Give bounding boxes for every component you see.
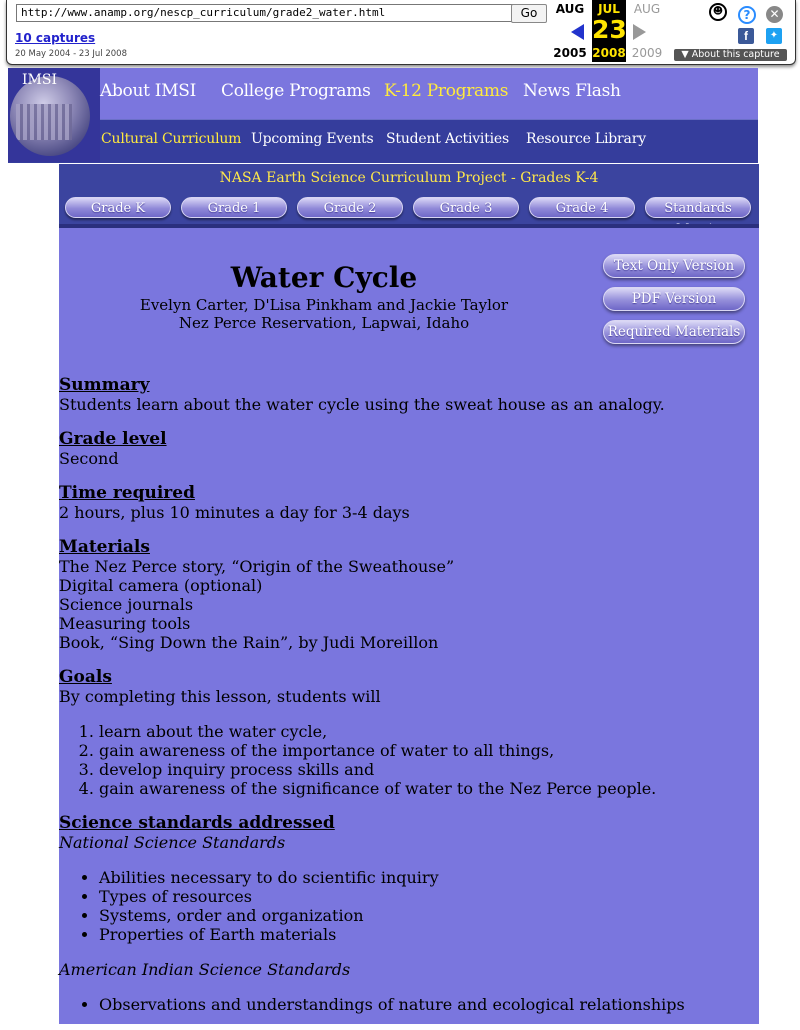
lesson-authors: Evelyn Carter, D'Lisa Pinkham and Jackie Taylor [139,296,509,314]
goal-item: 2. gain awareness of the importance of water to all things, [99,741,759,760]
logo-globe-image [10,76,90,156]
prev-capture-month[interactable] [551,0,589,60]
captures-link[interactable]: 10 captures [15,31,96,45]
goals-section [59,668,759,798]
subnav-resource-library[interactable]: Resource Library [526,131,646,147]
standards-section [59,814,759,1014]
about-capture-label: About this capture [691,49,780,60]
nav-college-programs[interactable]: College Programs [221,81,371,101]
text-only-version-button[interactable]: Text Only Version [603,254,745,278]
time-required-text: 2 hours, plus 10 minutes a day for 3-4 days [59,503,410,522]
lesson-body [59,376,759,1030]
nav-about-imsi[interactable]: About IMSI [100,81,197,101]
grade-4-button[interactable]: Grade 4 [529,197,635,218]
prev-capture-arrow-icon[interactable] [571,24,584,40]
standard-item: • Abilities necessary to do scientific inquiry [99,868,759,887]
prev-month-label: AUG [555,2,585,16]
standard-item: • Systems, order and organization [99,906,759,925]
material-item: The Nez Perce story, “Origin of the Sweathouse” [59,557,455,576]
material-item: Digital camera (optional) [59,576,263,595]
material-item: Measuring tools [59,614,191,633]
about-capture-button[interactable]: ▼ About this capture [674,49,787,61]
goal-item: 1. learn about the water cycle, [99,722,759,741]
current-year-label: 2008 [592,46,626,60]
banner-title: NASA Earth Science Curriculum Project - Grades K-4 [219,170,599,186]
american-indian-standards-list [59,995,759,1014]
current-month-label: JUL [598,2,620,16]
imsi-logo[interactable] [8,68,100,162]
wayback-toolbar [6,0,796,65]
grade-level-text: Second [59,449,119,468]
site-header [8,68,758,162]
goal-item: 4. gain awareness of the significance of water to the Nez Perce people. [99,779,759,798]
logo-columns-image [16,104,72,140]
nav-news-flash[interactable]: News Flash [523,81,621,101]
lesson-location: Nez Perce Reservation, Lapwai, Idaho [178,314,470,332]
go-button[interactable]: Go [511,4,547,23]
facebook-icon[interactable]: f [738,28,754,44]
current-capture-date [592,0,626,62]
materials-heading: Materials [59,537,150,557]
goal-item: 3. develop inquiry process skills and [99,760,759,779]
current-day-label: 23 [592,15,627,44]
wayback-url-input[interactable]: http://www.anamp.org/nescp_curriculum/grade2_water.html [16,4,516,22]
standard-item: • Observations and understandings of nature and ecological relationships [99,995,759,1014]
pdf-version-button[interactable]: PDF Version [603,287,745,311]
grade-1-button[interactable]: Grade 1 [181,197,287,218]
grade-level-heading: Grade level [59,429,167,449]
subnav-student-activities[interactable]: Student Activities [386,131,509,147]
lesson-content [59,228,759,1024]
page-title: Water Cycle [230,261,418,294]
goals-list [59,722,759,798]
time-required-section [59,484,759,522]
next-year-label: 2009 [631,46,663,60]
prev-year-label: 2005 [553,46,587,60]
twitter-icon[interactable]: ✦ [766,28,782,44]
standards-matrix-button[interactable]: Standards [645,197,751,218]
grade-banner [59,164,759,228]
subnav-upcoming-events[interactable]: Upcoming Events [251,131,374,147]
nav-k12-programs[interactable]: K-12 Programs [384,81,509,101]
required-materials-button[interactable]: Required Materials [603,320,745,344]
standard-item: • Types of resources [99,887,759,906]
help-icon[interactable]: ? [738,6,756,24]
goals-intro: By completing this lesson, students will [59,687,381,706]
subnav-cultural-curriculum[interactable]: Cultural Curriculum [101,131,242,147]
time-required-heading: Time required [59,483,195,503]
summary-heading: Summary [59,375,150,395]
summary-text: Students learn about the water cycle using the sweat house as an analogy. [59,395,665,414]
national-standards-list [59,868,759,944]
grade-3-button[interactable]: Grade 3 [413,197,519,218]
materials-section [59,538,759,652]
standards-heading: Science standards addressed [59,813,335,833]
logo-text: IMSI [22,72,57,88]
national-standards-label: National Science Standards [59,833,286,852]
goals-heading: Goals [59,667,112,687]
grade-k-button[interactable]: Grade K [65,197,171,218]
user-icon[interactable]: ☻ [709,3,727,21]
material-item: Science journals [59,595,194,614]
standard-item: • Properties of Earth materials [99,925,759,944]
next-capture-arrow-icon[interactable] [633,24,646,40]
next-capture-month[interactable] [628,0,666,60]
summary-section [59,376,759,414]
grade-2-button[interactable]: Grade 2 [297,197,403,218]
material-item: Book, “Sing Down the Rain”, by Judi Moreillon [59,633,439,652]
next-month-label: AUG [633,2,661,16]
capture-date-range: 20 May 2004 - 23 Jul 2008 [15,49,128,59]
grade-level-section [59,430,759,468]
close-icon[interactable]: ✕ [766,6,783,23]
american-indian-standards-label: American Indian Science Standards [59,960,351,979]
